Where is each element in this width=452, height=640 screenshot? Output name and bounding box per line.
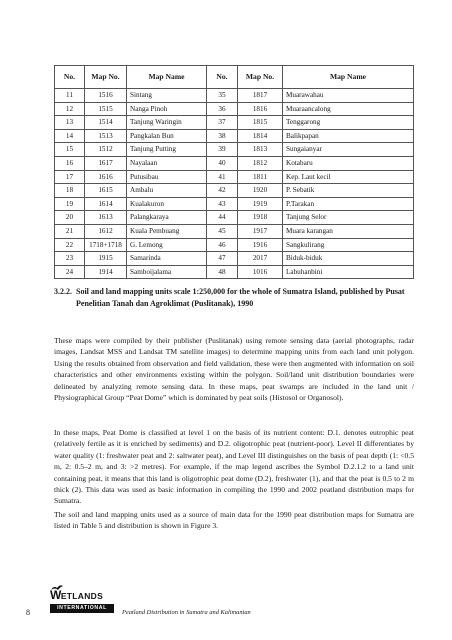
cell-no: 13 (55, 116, 85, 130)
cell-map-name: Samarinda (127, 252, 207, 266)
cell-map-name: Nayalaan (127, 156, 207, 170)
cell-map-no: 1516 (85, 89, 127, 103)
cell-map-name: Nanga Pinoh (127, 102, 207, 116)
cell-no: 18 (55, 184, 85, 198)
cell-map-no: 1920 (238, 184, 283, 198)
cell-map-no: 1816 (238, 102, 283, 116)
table-header-row (55, 66, 414, 89)
cell-map-name: G. Lemong (127, 238, 207, 252)
cell-map-no: 1615 (85, 184, 127, 198)
table-row (55, 116, 414, 130)
cell-map-name: Pangkalan Bun (127, 129, 207, 143)
cell-map-name: Sungaianyar (283, 143, 414, 157)
header-no: No. (207, 66, 238, 89)
cell-map-no: 1513 (85, 129, 127, 143)
cell-no: 44 (207, 211, 238, 225)
cell-map-name: Tanjung Selor (283, 211, 414, 225)
cell-no: 16 (55, 156, 85, 170)
cell-map-no: 1914 (85, 265, 127, 279)
cell-map-name: Sintang (127, 89, 207, 103)
cell-no: 24 (55, 265, 85, 279)
cell-map-no: 1916 (238, 238, 283, 252)
cell-map-name: Tanjung Waringin (127, 116, 207, 130)
cell-map-no: 1514 (85, 116, 127, 130)
cell-no: 40 (207, 156, 238, 170)
table-row (55, 197, 414, 211)
section-heading (54, 286, 414, 310)
cell-map-no: 1817 (238, 89, 283, 103)
cell-no: 23 (55, 252, 85, 266)
cell-map-no: 1616 (85, 170, 127, 184)
cell-map-no: 1016 (238, 265, 283, 279)
header-map-no: Map No. (238, 66, 283, 89)
table-row (55, 102, 414, 116)
page-number: 8 (26, 608, 30, 617)
table-row (55, 238, 414, 252)
cell-no: 38 (207, 129, 238, 143)
cell-map-name: Samboijalama (127, 265, 207, 279)
table-row (55, 170, 414, 184)
cell-no: 22 (55, 238, 85, 252)
cell-no: 47 (207, 252, 238, 266)
header-map-name: Map Name (283, 66, 414, 89)
cell-map-name: Kualakuron (127, 197, 207, 211)
logo-initial: W (50, 588, 61, 602)
cell-no: 48 (207, 265, 238, 279)
cell-no: 37 (207, 116, 238, 130)
cell-map-name: P. Sebatik (283, 184, 414, 198)
cell-map-no: 1919 (238, 197, 283, 211)
wetlands-international-logo (50, 588, 118, 620)
cell-map-name: Kep. Laut kecil (283, 170, 414, 184)
cell-map-name: P.Tarakan (283, 197, 414, 211)
cell-map-no: 1617 (85, 156, 127, 170)
cell-map-name: Putusibau (127, 170, 207, 184)
cell-map-name: Kotabaru (283, 156, 414, 170)
cell-map-no: 1612 (85, 224, 127, 238)
cell-no: 45 (207, 224, 238, 238)
cell-no: 19 (55, 197, 85, 211)
cell-map-no: 1813 (238, 143, 283, 157)
cell-no: 12 (55, 102, 85, 116)
cell-map-name: Palangkaraya (127, 211, 207, 225)
table-body (55, 89, 414, 279)
cell-map-no: 1918 (238, 211, 283, 225)
map-sheet-table (54, 65, 414, 279)
section-number: 3.2.2. (54, 287, 72, 296)
logo-word: ETLANDS (60, 591, 104, 601)
cell-map-no: 1812 (238, 156, 283, 170)
cell-map-no: 1915 (85, 252, 127, 266)
cell-map-name: Sangkulirang (283, 238, 414, 252)
table-row (55, 184, 414, 198)
header-map-no: Map No. (85, 66, 127, 89)
cell-no: 46 (207, 238, 238, 252)
cell-map-name: Muara karangan (283, 224, 414, 238)
table-row (55, 252, 414, 266)
cell-no: 15 (55, 143, 85, 157)
body-paragraph: The soil and land mapping units used as a source of main data for the 1990 peat distribution maps for Sumatra are listed in Table 5 and distribution is shown in Figure 3. (54, 510, 414, 531)
section-title: Soil and land mapping units scale 1:250,000 for the whole of Sumatra Island, published by Pusat Penelitian Tanah dan Agroklimat (Puslitanak), 1990 (76, 287, 405, 308)
cell-map-name: Biduk-biduk (283, 252, 414, 266)
cell-map-name: Tenggarong (283, 116, 414, 130)
cell-no: 35 (207, 89, 238, 103)
cell-map-name: Labuhanbini (283, 265, 414, 279)
table-row (55, 265, 414, 279)
cell-no: 21 (55, 224, 85, 238)
cell-map-no: 1815 (238, 116, 283, 130)
cell-no: 39 (207, 143, 238, 157)
table-row (55, 156, 414, 170)
cell-map-no: 1811 (238, 170, 283, 184)
table-row (55, 211, 414, 225)
table-row (55, 129, 414, 143)
logo-bar: INTERNATIONAL (50, 604, 114, 613)
cell-map-name: Muaraancalong (283, 102, 414, 116)
table-row (55, 143, 414, 157)
cell-map-name: Kuala Pembuang (127, 224, 207, 238)
cell-map-no: 1512 (85, 143, 127, 157)
cell-map-no: 1613 (85, 211, 127, 225)
body-paragraph: These maps were compiled by their publisher (Puslitanak) using remote sensing data (aerial photographs, radar images, Landsat MSS and Landsat TM satellite images) to determine mapping units from each land unit polygon. Using the results obtained from observation and field validation, these were then augmented with information on soil characteristics and other environments existing within the polygon. Soil/land unit distribution boundaries were delineated by analyzing remote sensing data. In these maps, peat swamps are included in the land unit / Physiographical Group “Peat Dome” which is dominated by peat soils (Histosol or Organosol). (54, 336, 414, 403)
table-row (55, 224, 414, 238)
cell-map-no: 1814 (238, 129, 283, 143)
cell-no: 17 (55, 170, 85, 184)
cell-no: 14 (55, 129, 85, 143)
cell-no: 20 (55, 211, 85, 225)
footer-title: Peatland Distribution in Sumatra and Kalimantan (122, 609, 251, 616)
page-footer (26, 588, 426, 624)
cell-map-no: 1614 (85, 197, 127, 211)
body-paragraph: In these maps, Peat Dome is classified at level 1 on the basis of its nutrient content: D.1. denotes eutrophic peat (relatively fertile as it is enriched by sediments) and D.2. oligotrophic peat (nutrient-poor). Level II differentiates by water quality (1: freshwater peat and 2: saltwater peat), and Level III distinguishes on the basis of peat depth (1: <0.5 m, 2: 0.5–2 m, and 3: >2 metres). For example, if the map legend ascribes the Symbol D.2.1.2 to a land unit containing peat, it means that this land is oligotrophic peat dome (D.2), freshwater (1), and that the peat is 0.5 to 2 m thick (2). This data was used as basic information in compiling the 1990 and 2002 peatland distribution maps for Sumatra. (54, 428, 414, 506)
cell-map-name: Ambalu (127, 184, 207, 198)
cell-map-no: 1515 (85, 102, 127, 116)
cell-map-name: Muarawahau (283, 89, 414, 103)
cell-map-no: 1917 (238, 224, 283, 238)
cell-no: 11 (55, 89, 85, 103)
cell-map-name: Tanjung Putting (127, 143, 207, 157)
cell-map-name: Balikpapan (283, 129, 414, 143)
cell-map-no: 1718+1718 (85, 238, 127, 252)
header-no: No. (55, 66, 85, 89)
header-map-name: Map Name (127, 66, 207, 89)
cell-no: 43 (207, 197, 238, 211)
cell-map-no: 2017 (238, 252, 283, 266)
cell-no: 36 (207, 102, 238, 116)
cell-no: 42 (207, 184, 238, 198)
cell-no: 41 (207, 170, 238, 184)
table-row (55, 89, 414, 103)
logo-wordmark (50, 588, 103, 602)
